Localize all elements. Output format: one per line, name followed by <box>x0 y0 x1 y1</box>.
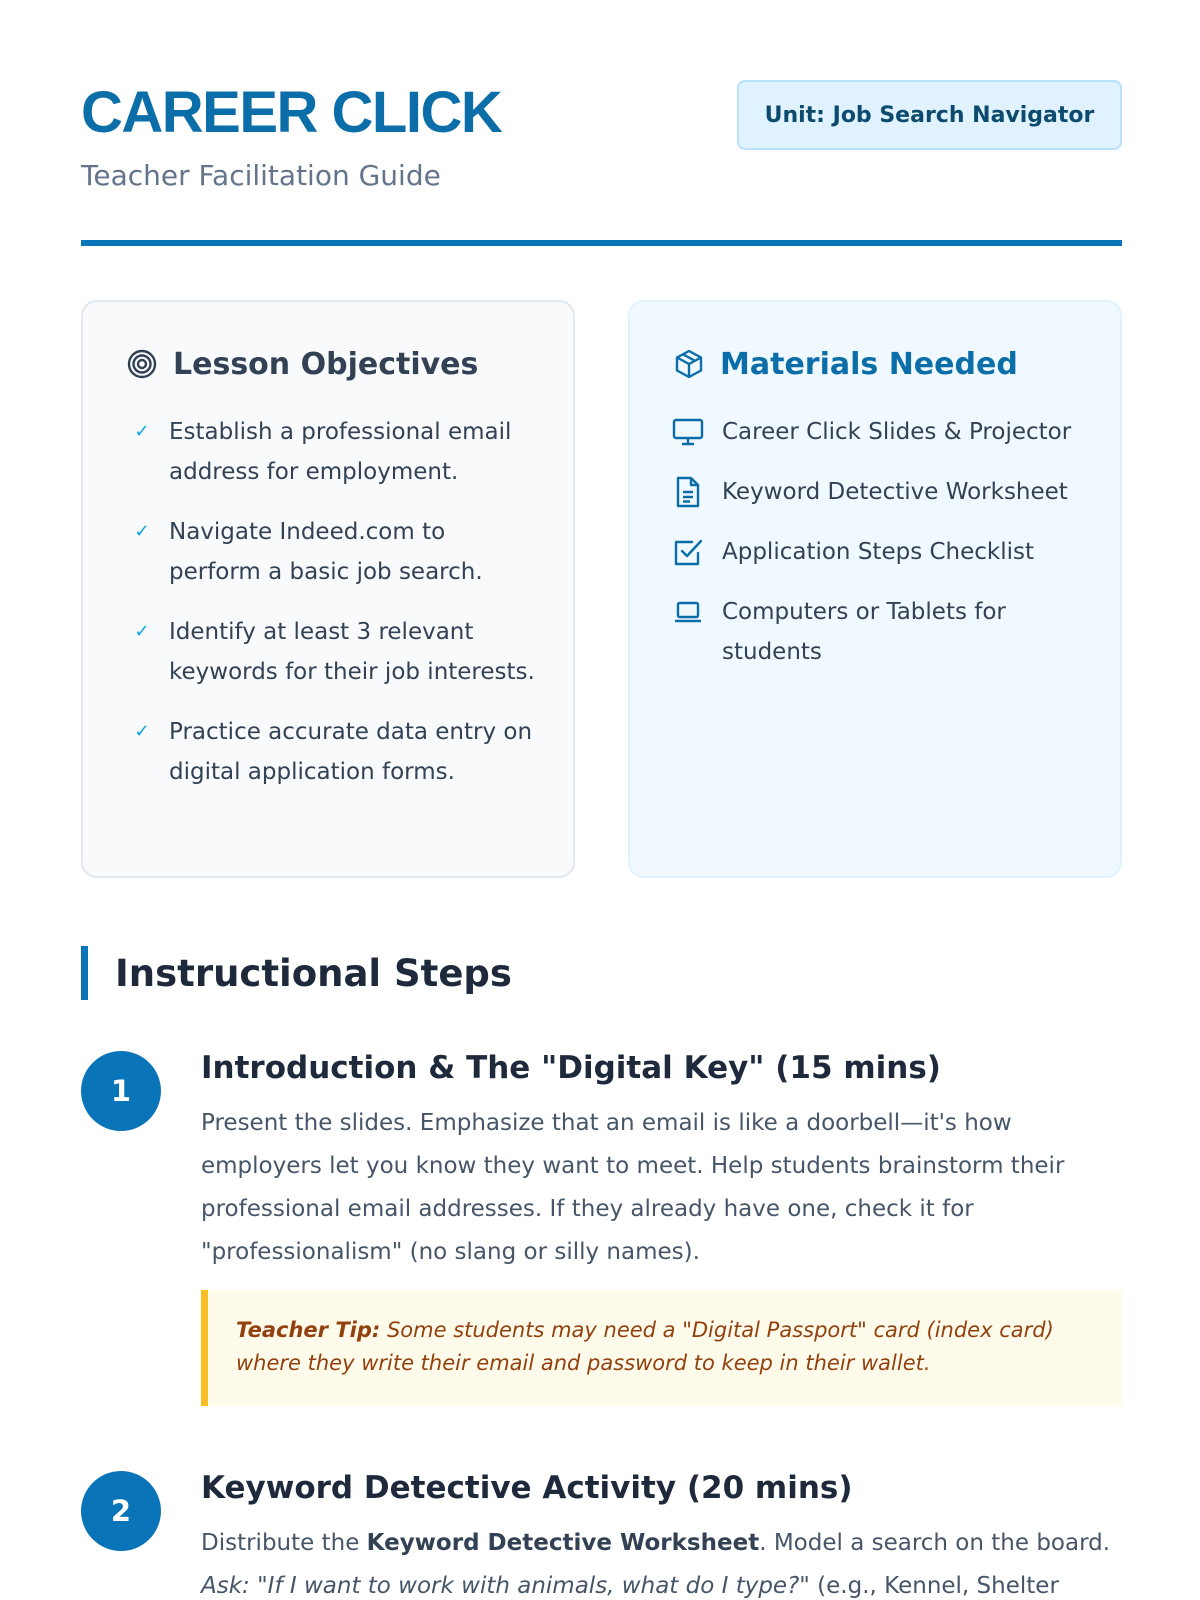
materials-card <box>628 300 1122 878</box>
section-heading <box>81 946 512 1000</box>
step-body <box>201 1471 1122 1600</box>
desc-question: Ask: "If I want to work with animals, what do I type?" <box>201 1573 810 1599</box>
step-number-badge: 2 <box>81 1471 161 1551</box>
section-title: Instructional Steps <box>115 951 512 995</box>
objectives-card <box>81 300 575 878</box>
objective-text: Navigate Indeed.com to perform a basic job search. <box>169 519 483 585</box>
info-cards <box>81 300 1122 878</box>
step-number-badge: 1 <box>81 1051 161 1131</box>
materials-title: Materials Needed <box>720 346 1018 382</box>
header-divider <box>81 240 1122 246</box>
document-icon <box>670 472 706 512</box>
checkbox-icon <box>670 532 706 572</box>
box-icon <box>672 347 706 381</box>
laptop-icon <box>670 592 706 632</box>
material-text: Keyword Detective Worksheet <box>722 479 1068 505</box>
step-description: Present the slides. Emphasize that an email is like a doorbell—it's how employers let you know they want to meet. Help students brainstorm their professional email addresses. If they already have one, check it for "professionalism" (no slang or silly names). <box>201 1110 1065 1265</box>
objective-text: Establish a professional email address for employment. <box>169 419 512 485</box>
step-description <box>201 1522 1122 1600</box>
check-icon: ✓ <box>134 421 150 442</box>
list-item <box>670 472 1090 512</box>
list-item <box>123 612 543 692</box>
desc-text: Distribute the <box>201 1530 367 1556</box>
material-text: Career Click Slides & Projector <box>722 419 1072 445</box>
list-item <box>670 532 1090 572</box>
desc-text: . Model a search on the board. <box>759 1530 1111 1556</box>
unit-badge: Unit: Job Search Navigator <box>737 80 1122 150</box>
header <box>81 0 1122 248</box>
list-item <box>670 412 1090 452</box>
tip-text: Some students may need a "Digital Passport" card (index card) where they write their email and password to keep in their wallet. <box>236 1318 1054 1375</box>
objectives-heading <box>125 342 478 386</box>
desc-text: (e.g., Kennel, Shelter <box>809 1573 1059 1599</box>
objective-text: Identify at least 3 relevant keywords for their job interests. <box>169 619 535 685</box>
teacher-tip <box>201 1290 1122 1406</box>
material-text: Computers or Tablets for students <box>722 599 1006 665</box>
materials-heading <box>672 342 1018 386</box>
facilitation-guide <box>81 0 1122 1599</box>
page-subtitle: Teacher Facilitation Guide <box>81 159 441 192</box>
materials-list <box>670 412 1090 692</box>
list-item <box>670 592 1090 672</box>
material-text: Application Steps Checklist <box>722 539 1035 565</box>
section-accent-bar <box>81 946 88 1000</box>
objectives-list <box>123 412 543 812</box>
list-item <box>123 712 543 792</box>
objectives-title: Lesson Objectives <box>173 346 479 382</box>
step-body <box>201 1051 1122 1406</box>
worksheet-name: Keyword Detective Worksheet <box>366 1530 760 1556</box>
objective-text: Practice accurate data entry on digital application forms. <box>169 719 533 785</box>
target-icon <box>125 347 159 381</box>
check-icon: ✓ <box>134 621 150 642</box>
step-title: Introduction & The "Digital Key" (15 mins) <box>201 1050 941 1086</box>
step-title: Keyword Detective Activity (20 mins) <box>201 1470 853 1506</box>
list-item <box>123 412 543 492</box>
page-title: CAREER CLICK <box>81 80 502 145</box>
check-icon: ✓ <box>134 521 150 542</box>
check-icon: ✓ <box>134 721 150 742</box>
list-item <box>123 512 543 592</box>
monitor-icon <box>670 412 706 452</box>
tip-label: Teacher Tip: <box>236 1318 381 1342</box>
